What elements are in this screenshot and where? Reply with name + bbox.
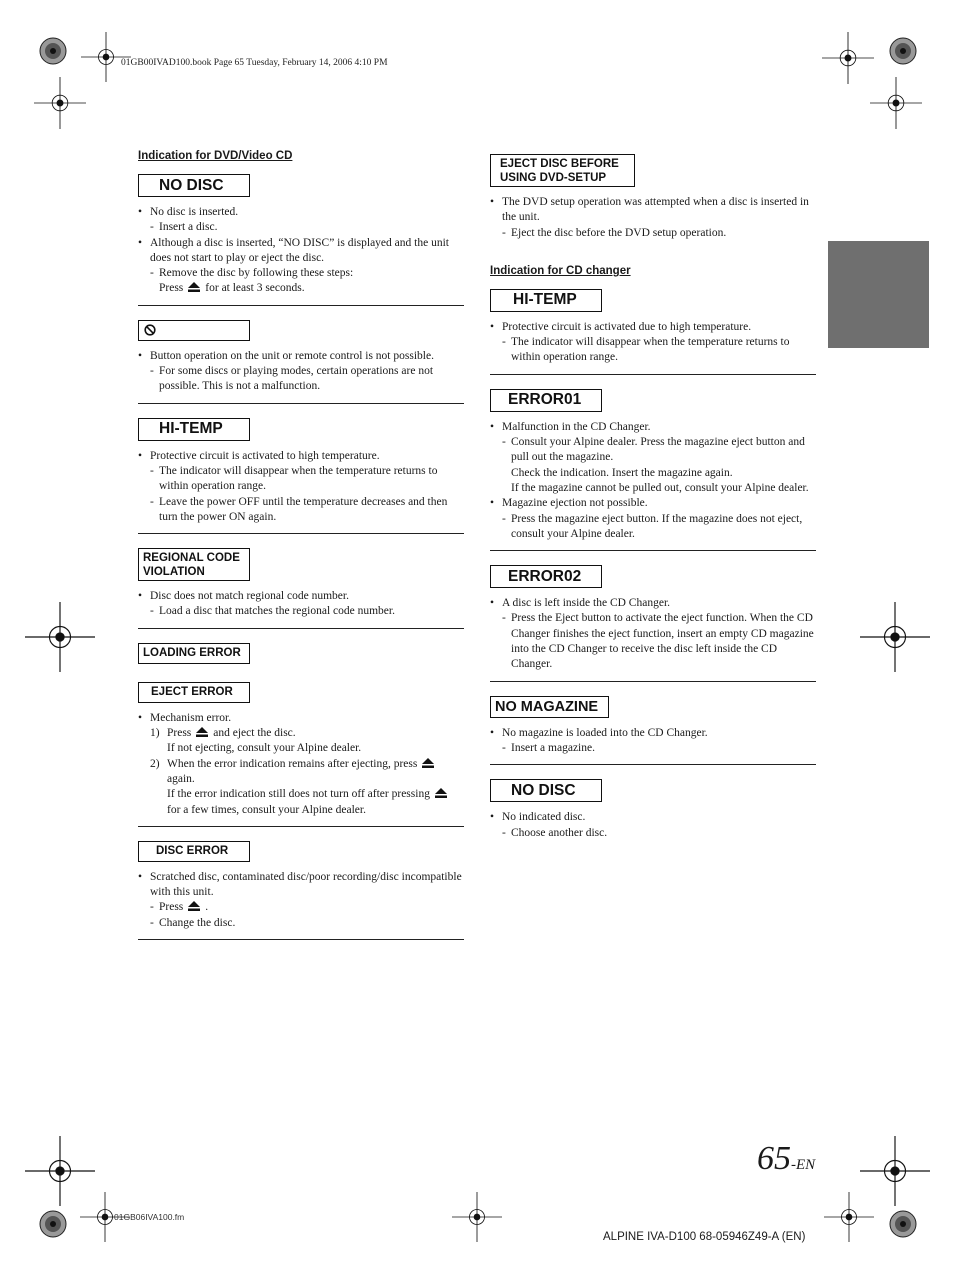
list-item: • Protective circuit is activated to high temperature. - The indicator will disappear when the temperature returns to within operation range. - Leave the power OFF until the temperature decreases and then turn the power ON again. <box>138 449 464 525</box>
entry-cd-hi-temp <box>490 289 816 375</box>
list-item: • Disc does not match regional code number. - Load a disc that matches the regional code number. <box>138 589 464 620</box>
sub-item: - The indicator will disappear when the temperature returns to within operation range. <box>150 464 464 495</box>
registration-mark <box>860 77 932 129</box>
list-item: • Malfunction in the CD Changer. - Consult your Alpine dealer. Press the magazine eject button and pull out the magazine. Check the indication. Insert the magazine again. If the magazine cannot be pulled out, consult your Alpine dealer. <box>490 420 816 496</box>
sub-item: - Leave the power OFF until the temperature decreases and then turn the power ON again. <box>150 495 464 526</box>
left-column <box>138 146 464 954</box>
registration-mark <box>27 77 93 129</box>
numbered-item-continued: If the error indication still does not turn off after pressing <box>150 787 464 802</box>
sub-item: - Consult your Alpine dealer. Press the magazine eject button and pull out the magazine. <box>502 435 816 466</box>
code-error02: ERROR02 <box>490 565 602 588</box>
list-item: • Mechanism error. 1) Press and eject the disc. If not ejecting, consult your Alpine dealer. 2) When the error indication remains after ejecting, press again. If the error indication still does not turn off after pressing for a few times, consult your Alpine dealer. <box>138 711 464 818</box>
starburst-mark <box>38 36 68 66</box>
starburst-mark <box>38 1209 68 1239</box>
code-eject-before-setup: EJECT DISC BEFORE USING DVD-SETUP <box>490 154 635 187</box>
list-item: • A disc is left inside the CD Changer. - Press the Eject button to activate the eject function. When the CD Changer finishes the eject function, insert an empty CD magazine into the CD Changer to receive the disc left inside the CD Changer. <box>490 596 816 672</box>
list-item: • Magazine ejection not possible. - Press the magazine eject button. If the magazine does not eject, consult your Alpine dealer. <box>490 496 816 542</box>
code-prohibited <box>138 320 250 341</box>
list-item: • Protective circuit is activated due to high temperature. - The indicator will disappear when the temperature returns to within operation range. <box>490 320 816 366</box>
entry-hi-temp <box>138 418 464 534</box>
right-column <box>490 154 816 849</box>
entry-eject-error <box>138 682 464 827</box>
entry-prohibited <box>138 320 464 404</box>
starburst-mark <box>888 36 918 66</box>
sub-item-continued: If the magazine cannot be pulled out, consult your Alpine dealer. <box>511 481 809 494</box>
entry-eject-before-setup <box>490 154 816 261</box>
numbered-item-continued: again. <box>167 772 195 785</box>
code-cd-hi-temp: HI-TEMP <box>490 289 602 312</box>
numbered-item: 1) Press and eject the disc. <box>150 727 296 740</box>
list-item: • The DVD setup operation was attempted when a disc is inserted in the unit. - Eject the disc before the DVD setup operation. <box>490 195 816 241</box>
registration-mark <box>824 1192 874 1242</box>
model-info: ALPINE IVA-D100 68-05946Z49-A (EN) <box>603 1231 806 1243</box>
entry-error02 <box>490 565 816 681</box>
gray-tab <box>828 241 929 348</box>
book-info-header: 01GB00IVAD100.book Page 65 Tuesday, February 14, 2006 4:10 PM <box>121 58 388 68</box>
sub-item-continued: Check the indication. Insert the magazine again. <box>511 466 733 479</box>
code-hi-temp: HI-TEMP <box>138 418 250 441</box>
entry-no-disc <box>138 174 464 306</box>
page-suffix: -EN <box>791 1157 816 1173</box>
sub-item: - Press the Eject button to activate the eject function. When the CD Changer finishes the eject function, insert an empty CD magazine into the CD Changer to receive the disc left inside the CD Changer. <box>502 611 816 672</box>
numbered-item-continued: for a few times, consult your Alpine dealer. <box>167 803 366 816</box>
eject-icon <box>188 901 200 911</box>
list-item: • Although a disc is inserted, “NO DISC” is displayed and the unit does not start to play or eject the disc. - Remove the disc by following these steps: Press for at least 3 seconds. <box>138 236 464 297</box>
sub-item: - For some discs or playing modes, certain operations are not possible. This is not a malfunction. <box>150 364 464 395</box>
code-loading-error: LOADING ERROR <box>138 643 250 664</box>
sub-item: - Press . <box>150 900 464 915</box>
registration-mark <box>81 32 131 82</box>
entry-regional-code <box>138 548 464 629</box>
numbered-item: 2) When the error indication remains after ejecting, press <box>150 757 464 772</box>
sub-item: - Press the magazine eject button. If the magazine does not eject, consult your Alpine dealer. <box>502 512 816 543</box>
code-cd-no-disc: NO DISC <box>490 779 602 802</box>
code-error01: ERROR01 <box>490 389 602 412</box>
code-disc-error: DISC ERROR <box>138 841 250 862</box>
code-no-disc: NO DISC <box>138 174 250 197</box>
section-title-cd-changer: Indication for CD changer <box>490 264 631 277</box>
sub-item: - Eject the disc before the DVD setup operation. <box>502 226 816 241</box>
page-number: 65-EN <box>757 1140 816 1177</box>
sub-item: - Insert a disc. <box>150 220 464 235</box>
section-title-dvd: Indication for DVD/Video CD <box>138 150 293 162</box>
eject-icon <box>188 282 200 292</box>
entry-error01 <box>490 389 816 551</box>
list-item: • No magazine is loaded into the CD Changer. - Insert a magazine. <box>490 726 816 757</box>
list-item: • Button operation on the unit or remote control is not possible. - For some discs or playing modes, certain operations are not possible. This is not a malfunction. <box>138 349 464 395</box>
list-item: • Scratched disc, contaminated disc/poor recording/disc incompatible with this unit. - Press . - Change the disc. <box>138 870 464 931</box>
sub-item: - Remove the disc by following these steps: <box>150 266 464 281</box>
code-regional: REGIONAL CODE VIOLATION <box>138 548 250 581</box>
numbered-item-continued: If not ejecting, consult your Alpine dealer. <box>167 742 362 755</box>
prohibited-icon <box>144 324 156 336</box>
registration-mark <box>860 602 930 672</box>
eject-icon <box>422 758 434 768</box>
entry-cd-no-disc <box>490 779 816 849</box>
sub-item: - The indicator will disappear when the temperature returns to within operation range. <box>502 335 816 366</box>
list-item: • No indicated disc. - Choose another disc. <box>490 810 816 841</box>
file-name: 01GB06IVA100.fm <box>114 1212 185 1222</box>
eject-icon <box>435 788 447 798</box>
code-no-magazine: NO MAGAZINE <box>490 696 609 718</box>
registration-mark <box>441 1192 513 1242</box>
entry-no-magazine <box>490 696 816 766</box>
sub-item: - Change the disc. <box>150 916 464 931</box>
eject-icon <box>196 727 208 737</box>
sub-item: - Load a disc that matches the regional code number. <box>150 604 464 619</box>
sub-item: - Insert a magazine. <box>502 741 816 756</box>
entry-disc-error <box>138 841 464 940</box>
starburst-mark <box>888 1209 918 1239</box>
registration-mark <box>25 602 95 672</box>
list-item: • No disc is inserted. - Insert a disc. <box>138 205 464 236</box>
sub-item-continued: Press for at least 3 seconds. <box>159 282 305 295</box>
code-eject-error: EJECT ERROR <box>138 682 250 703</box>
sub-item: - Choose another disc. <box>502 826 816 841</box>
